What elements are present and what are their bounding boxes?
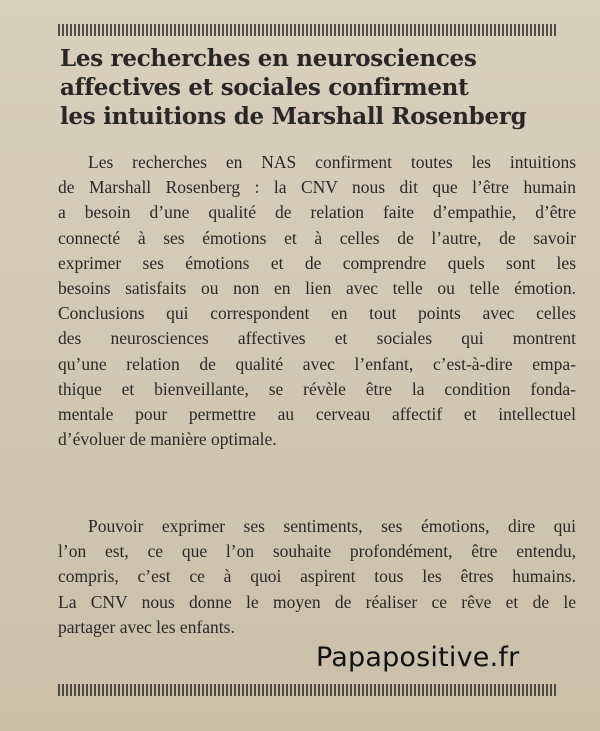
text-line: a besoin d’une qualité de relation faite d’empathie, d’être <box>58 202 576 223</box>
section-heading <box>60 44 580 131</box>
text-line: Pouvoir exprimer ses sentiments, ses émotions, dire qui <box>88 516 576 536</box>
text-line: besoins satisfaits ou non en lien avec telle ou telle émotion. <box>58 278 576 299</box>
text-line: mentale pour permettre au cerveau affectif et intellectuel <box>58 404 576 425</box>
watermark: Papapositive.fr <box>316 642 520 673</box>
text-line: partager avec les enfants. <box>58 616 235 637</box>
text-line: exprimer ses émotions et de comprendre quels sont les <box>58 252 576 273</box>
text-line: l’on est, ce que l’on souhaite profondément, être entendu, <box>58 541 576 562</box>
text-line: Conclusions qui correspondent en tout points avec celles <box>58 303 576 324</box>
text-line: thique et bienveillante, se révèle être la condition fonda- <box>58 378 576 399</box>
text-line: d’évoluer de manière optimale. <box>58 429 277 450</box>
text-line: qu’une relation de qualité avec l’enfant, c’est-à-dire empa- <box>58 353 576 374</box>
text-line: connecté à ses émotions et à celles de l’autre, de savoir <box>58 227 576 248</box>
top-decorative-rule <box>58 24 558 36</box>
heading-line: affectives et sociales confirment <box>60 74 469 101</box>
paragraph-1 <box>58 150 576 452</box>
bottom-decorative-rule <box>58 684 558 696</box>
paragraph-2 <box>58 514 576 640</box>
text-line: compris, c’est ce à quoi aspirent tous les êtres humains. <box>58 566 576 587</box>
text-line: de Marshall Rosenberg : la CNV nous dit que l’être humain <box>58 177 576 198</box>
text-line: Les recherches en NAS confirment toutes les intuitions <box>88 152 576 172</box>
heading-line: les intuitions de Marshall Rosenberg <box>60 103 527 130</box>
text-line: La CNV nous donne le moyen de réaliser ce rêve et de le <box>58 591 576 612</box>
heading-line: Les recherches en neurosciences <box>60 45 477 72</box>
text-line: des neurosciences affectives et sociales qui montrent <box>58 328 576 349</box>
